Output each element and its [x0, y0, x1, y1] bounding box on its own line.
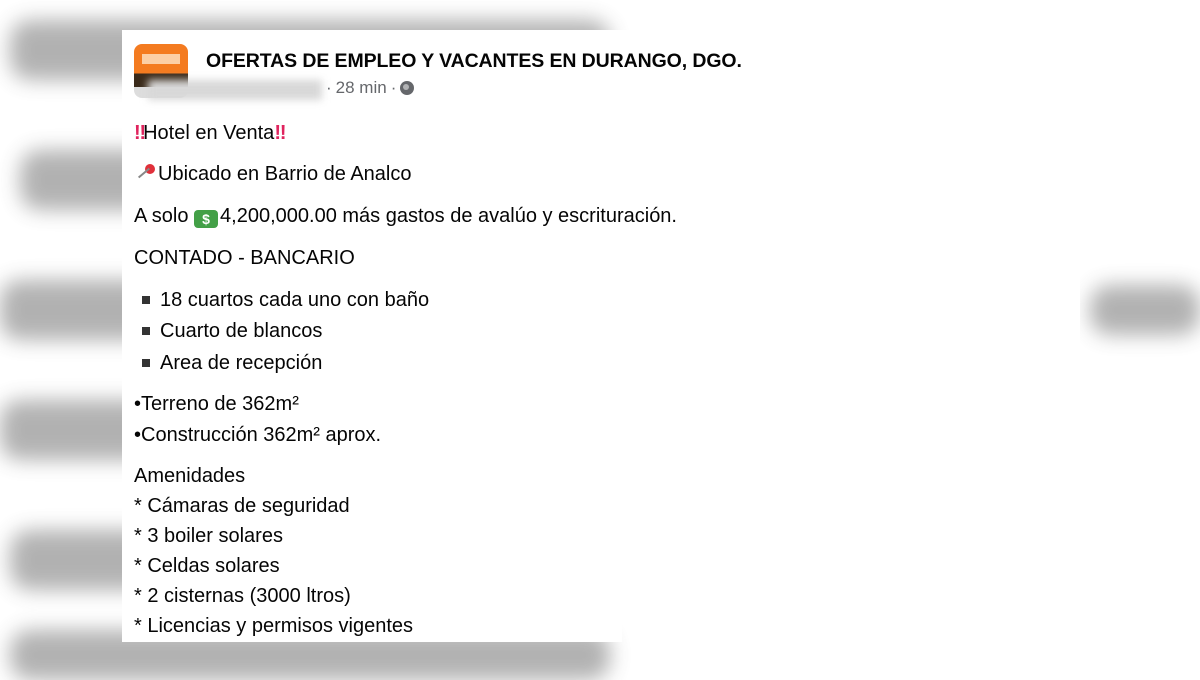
timestamp-link[interactable]: 28 min	[335, 78, 387, 97]
amenity-item: * Licencias y permisos vigentes	[134, 615, 414, 637]
amenity-item: * Cámaras de seguridad	[134, 495, 350, 517]
feature-item	[134, 288, 429, 312]
price-value: 4,200,000.00 más gastos de avalúo y escrituración.	[220, 205, 677, 227]
price-prefix: A solo	[134, 205, 195, 227]
amenity-item: * Celdas solares	[134, 555, 280, 577]
author-name-redacted	[148, 80, 322, 100]
amenity-item: * 3 boiler solares	[134, 525, 283, 547]
pushpin-icon	[134, 164, 158, 182]
construction-line: •Construcción 362m² aprox.	[134, 424, 382, 446]
group-name-link[interactable]: OFERTAS DE EMPLEO Y VACANTES EN DURANGO, DGO.	[206, 50, 742, 72]
feature-item	[134, 351, 322, 375]
separator: ·	[390, 78, 397, 97]
globe-icon[interactable]	[400, 81, 414, 95]
bullet-square-icon	[142, 296, 150, 304]
money-icon: $	[194, 210, 218, 228]
price-line	[134, 204, 677, 228]
post-meta	[326, 78, 414, 98]
land-line: •Terreno de 362m²	[134, 393, 299, 415]
amenities-title: Amenidades	[134, 465, 246, 487]
headline	[134, 121, 283, 145]
location-line	[134, 162, 412, 186]
amenity-item: * 2 cisternas (3000 ltros)	[134, 585, 351, 607]
bullet-square-icon	[142, 359, 150, 367]
payment-line: CONTADO - BANCARIO	[134, 247, 355, 269]
feature-text: Cuarto de blancos	[160, 320, 323, 342]
location-text: Ubicado en Barrio de Analco	[158, 163, 412, 185]
double-exclamation-icon: ‼	[134, 122, 144, 144]
separator: ·	[326, 78, 332, 97]
feature-item	[134, 319, 322, 343]
headline-text: Hotel en Venta	[143, 122, 275, 144]
bullet-square-icon	[142, 327, 150, 335]
feature-text: 18 cuartos cada uno con baño	[160, 289, 430, 311]
double-exclamation-icon: ‼	[274, 122, 284, 144]
feature-text: Area de recepción	[160, 352, 323, 374]
